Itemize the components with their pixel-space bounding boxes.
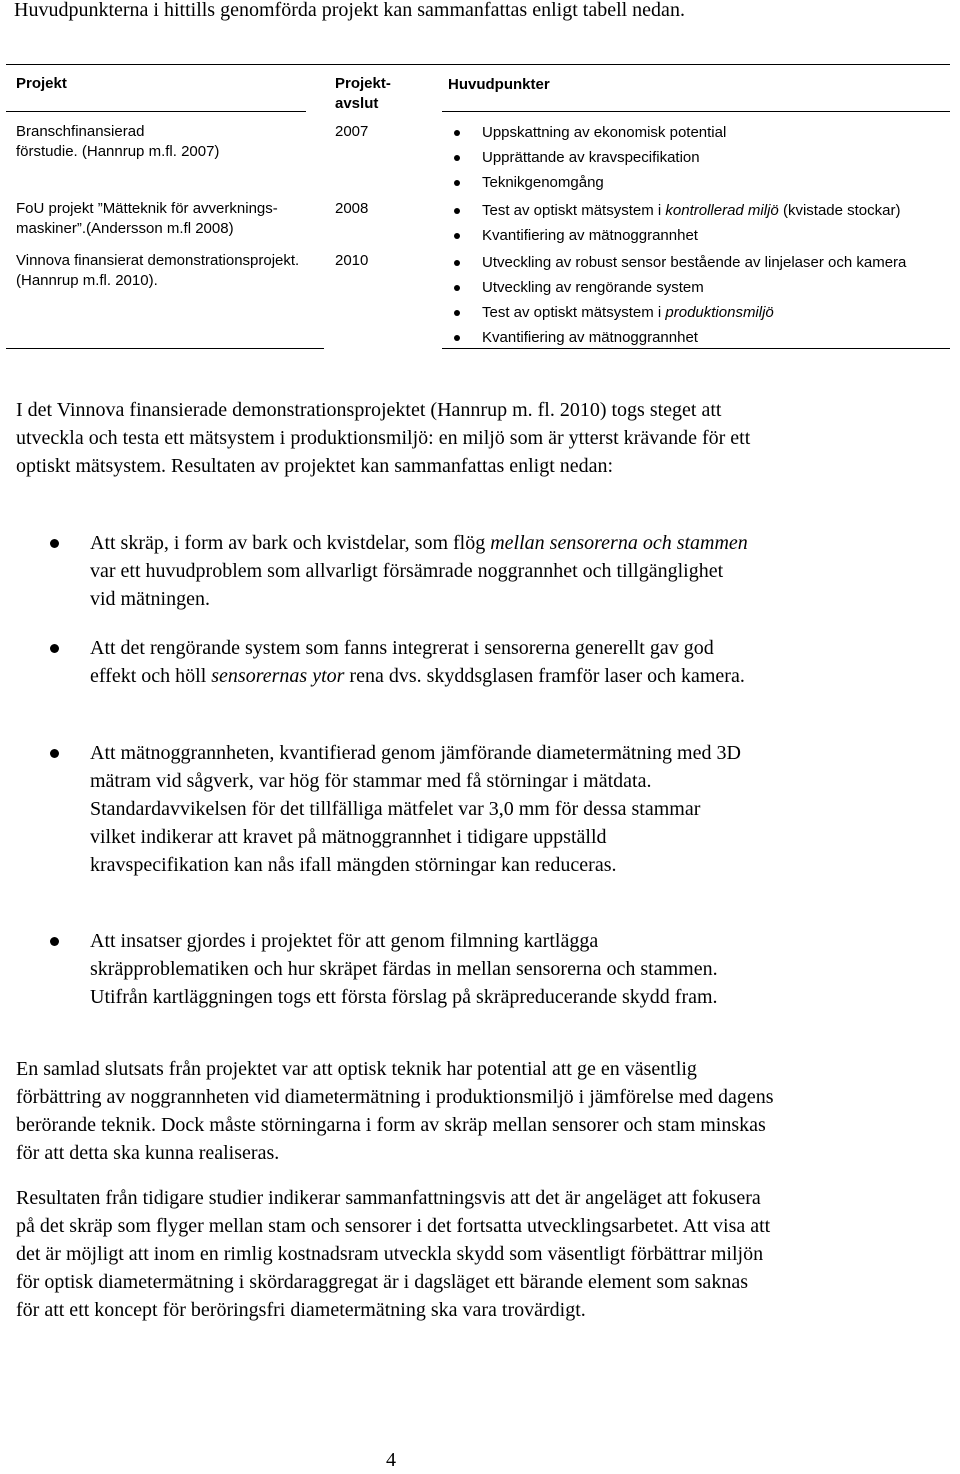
point-item: Kvantifiering av mätnoggrannhet: [448, 223, 958, 248]
point-item: Utveckling av rengörande system: [448, 275, 958, 300]
project-line: (Hannrup m.fl. 2010).: [16, 272, 158, 289]
table-top-rule: [6, 64, 950, 65]
table-row-year: 2008: [335, 200, 369, 217]
paragraph-conclusion: En samlad slutsats från projektet var att optisk teknik har potential att ge en väsentlig förbättring av noggrannheten vid diametermätning i produktionsmiljö i jämförelse med dagens berörande teknik. Dock måste störningarna i form av skräp mellan sensorer och stam minskas för att detta ska kunna realiseras.: [16, 1058, 774, 1164]
project-line: Branschfinansierad: [16, 123, 145, 140]
bullet-text: Att mätnoggrannheten, kvantifierad genom jämförande diametermätning med 3D mätram vid sågverk, var hög för stammar med få störningar i mätdata. Standardavvikelsen för det tillfälliga mätfelet var 3,0 mm för dessa stammar vilket indikerar att kravet på mätnoggrannhet i tidigare uppställd kravspecifikation kan nås ifall mängden störningar kan reduceras.: [90, 742, 741, 876]
table-header-rule: [442, 111, 950, 112]
point-item: Test av optiskt mätsystem i kontrollerad miljö (kvistade stockar): [448, 198, 958, 223]
header-project: Projekt: [16, 75, 67, 92]
header-end-line2: avslut: [335, 95, 379, 112]
page-number: 4: [386, 1449, 396, 1471]
table-row-points: [448, 250, 958, 350]
table-bottom-rule: [6, 348, 324, 349]
bullet-dot: [50, 644, 59, 653]
project-line: FoU projekt ”Mätteknik för avverknings-: [16, 200, 278, 217]
point-item: Test av optiskt mätsystem i produktionsmiljö: [448, 300, 958, 325]
table-row-points: [448, 120, 958, 195]
paragraph-demo-project: I det Vinnova finansierade demonstrationsprojektet (Hannrup m. fl. 2010) togs steget att utveckla och testa ett mätsystem i produktionsmiljö: en miljö som är ytterst krävande för ett optiskt mätsystem. Resultaten av projektet kan sammanfattas enligt nedan:: [16, 399, 751, 477]
table-header-rule: [6, 111, 306, 112]
header-end: [335, 74, 445, 114]
bullet-dot: [50, 749, 59, 758]
bullet-text: Att insatser gjordes i projektet för att genom filmning kartlägga skräpproblematiken och hur skräpet färdas in mellan sensorerna och stammen. Utifrån kartläggningen togs ett första förslag på skräpreducerande skydd fram.: [90, 930, 718, 1008]
point-item: Upprättande av kravspecifikation: [448, 145, 958, 170]
bullet-item: [50, 927, 750, 1011]
table-row-project: [16, 251, 316, 291]
table-row-year: 2007: [335, 123, 369, 140]
bullet-dot: [50, 539, 59, 548]
table-row-project: [16, 199, 316, 239]
project-line: förstudie. (Hannrup m.fl. 2007): [16, 143, 220, 160]
bullet-item: [50, 634, 750, 690]
bullet-dot: [50, 937, 59, 946]
point-item: Kvantifiering av mätnoggrannhet: [448, 325, 958, 350]
paragraph-results: Resultaten från tidigare studier indikerar sammanfattningsvis att det är angeläget att fokusera på det skräp som flyger mellan stam och sensorer i det fortsatta utvecklingsarbetet. Att visa att det är möjligt att inom en rimlig kostnadsram utveckla skydd som väsentligt förbättrar miljön för optisk diametermätning i skördaraggregat är i dagsläget ett bärande element som saknas för att ett koncept för beröringsfri diametermätning ska vara trovärdigt.: [16, 1187, 771, 1321]
bullet-item: [50, 529, 750, 613]
intro-paragraph: Huvudpunkterna i hittills genomförda projekt kan sammanfattas enligt tabell nedan.: [14, 0, 685, 21]
bullet-item: [50, 739, 750, 879]
bullet-text: Att skräp, i form av bark och kvistdelar, som flög mellan sensorerna och stammen var ett huvudproblem som allvarligt försämrade noggrannhet och tillgänglighet vid mätningen.: [90, 532, 748, 610]
point-item: Utveckling av robust sensor bestående av linjelaser och kamera: [448, 250, 958, 275]
header-end-line1: Projekt-: [335, 75, 391, 92]
header-points: Huvudpunkter: [448, 76, 550, 93]
table-row-year: 2010: [335, 252, 369, 269]
point-item: Uppskattning av ekonomisk potential: [448, 120, 958, 145]
project-line: maskiner”.(Andersson m.fl 2008): [16, 220, 234, 237]
point-item: Teknikgenomgång: [448, 170, 958, 195]
project-line: Vinnova finansierat demonstrationsprojekt.: [16, 252, 300, 269]
project-table: [6, 64, 956, 352]
bullet-text: Att det rengörande system som fanns integrerat i sensorerna generellt gav god effekt och höll sensorernas ytor rena dvs. skyddsglasen framför laser och kamera.: [90, 637, 745, 687]
table-row-project: [16, 122, 316, 162]
table-row-points: [448, 198, 958, 248]
